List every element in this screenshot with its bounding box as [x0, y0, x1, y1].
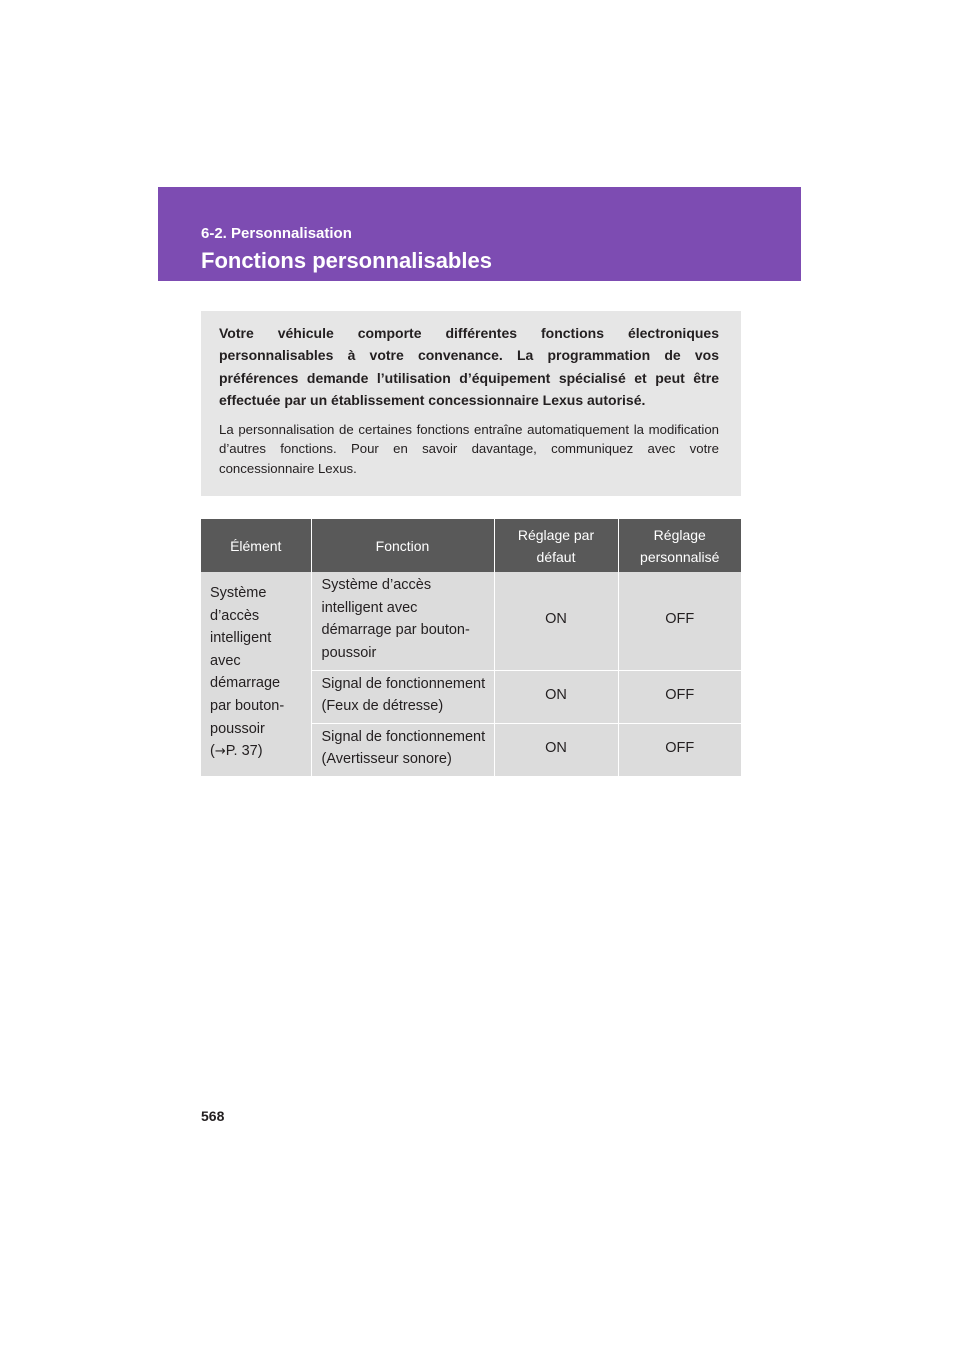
custom-value: OFF: [618, 670, 741, 723]
function-line: Signal de fonctionnement: [321, 675, 486, 692]
custom-value: OFF: [618, 723, 741, 776]
table-header-row: [201, 519, 741, 572]
intro-box: [201, 311, 741, 496]
function-line: (Avertisseur sonore): [321, 751, 452, 768]
default-value: ON: [494, 670, 618, 723]
function-cell: [311, 723, 494, 776]
element-line: Système: [210, 585, 267, 601]
custom-value: OFF: [618, 572, 741, 670]
chapter-header: [158, 187, 801, 281]
page-reference-open: (: [210, 743, 215, 760]
column-header-function: Fonction: [311, 519, 494, 572]
section-label: 6-2. Personnalisation: [201, 225, 352, 242]
column-header-element: Élément: [201, 519, 311, 572]
page-title: Fonctions personnalisables: [201, 248, 492, 273]
function-line: poussoir: [321, 644, 377, 661]
column-header-custom-line1: Réglage: [653, 526, 706, 543]
table-row: [201, 572, 741, 670]
arrow-right-icon: →: [214, 744, 226, 760]
function-cell: [311, 670, 494, 723]
function-line: (Feux de détresse): [321, 698, 444, 715]
default-value: ON: [494, 572, 618, 670]
intro-text: Votre véhicule comporte différentes fonctions électroniques personnalisables à votre convenance. La programmation de vos préférences demande l’utilisation d’équipement spécialisé et peut être effectuée par un établissement concessionnaire Lexus autorisé.: [219, 325, 719, 409]
column-header-custom-line2: personnalisé: [640, 548, 720, 565]
page-reference: [210, 740, 303, 764]
function-line: Système d’accès: [321, 577, 432, 593]
element-line: démarrage: [210, 675, 281, 692]
settings-table: [201, 519, 741, 777]
function-line: Signal de fonctionnement: [321, 728, 486, 745]
function-cell: [311, 572, 494, 670]
column-header-default: [494, 519, 618, 572]
element-cell: [201, 572, 311, 776]
column-header-default-line1: Réglage par: [517, 526, 595, 543]
element-line: poussoir: [210, 720, 265, 737]
column-header-default-line2: défaut: [536, 548, 576, 565]
page-reference-text: P. 37): [225, 743, 263, 760]
column-header-custom: [618, 519, 741, 572]
function-line: intelligent avec: [321, 599, 418, 616]
page-number: 568: [201, 1108, 225, 1124]
element-line: intelligent: [210, 630, 272, 647]
default-value: ON: [494, 723, 618, 776]
element-line: par bouton-: [210, 697, 285, 714]
function-line: démarrage par bouton-: [321, 622, 470, 639]
intro-note: La personnalisation de certaines fonctions entraîne automatiquement la modification d’autres fonctions. Pour en savoir davantage, communiquez avec votre concessionnaire Lexus.: [219, 421, 719, 476]
element-line: avec: [210, 652, 241, 669]
element-line: d’accès: [210, 607, 260, 624]
